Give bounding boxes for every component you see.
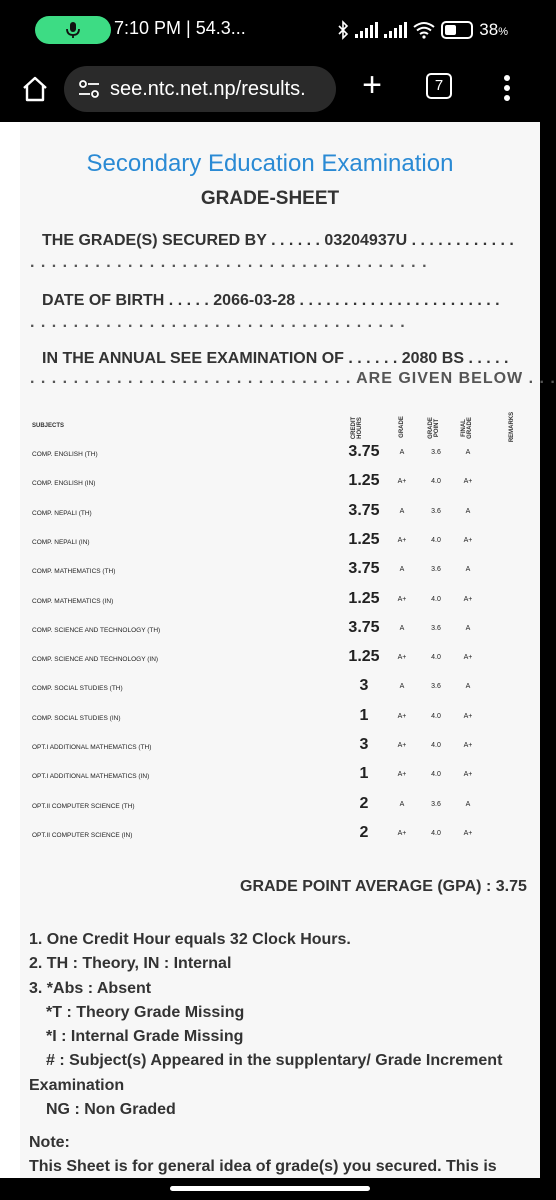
table-row: [20, 588, 540, 617]
table-row: [20, 734, 540, 763]
header-grade-point: GRADE POINT: [428, 417, 440, 439]
site-settings-icon[interactable]: [78, 80, 100, 98]
gpa-label: GRADE POINT AVERAGE (GPA) :: [240, 878, 492, 895]
grade-cell: A: [399, 449, 405, 456]
header-subjects: SUBJECTS: [32, 423, 65, 429]
exam-year: 2080 BS: [401, 350, 464, 367]
grade-point-cell: 3.6: [431, 624, 441, 632]
exam-label: IN THE ANNUAL SEE EXAMINATION OF: [42, 350, 344, 367]
header-remarks: REMARKS: [509, 411, 515, 443]
note-item: 1. One Credit Hour equals 32 Clock Hours.: [29, 931, 351, 948]
grade-cell: A: [399, 624, 405, 632]
final-grade-cell: A+: [463, 478, 473, 486]
grade-point-cell: 3.6: [431, 566, 441, 574]
status-time: 7:10 PM | 54.3...: [114, 18, 246, 38]
subject-cell: COMP. SOCIAL STUDIES (TH): [32, 685, 123, 693]
table-row: [20, 558, 540, 587]
url-text[interactable]: see.ntc.net.np/results.: [110, 78, 306, 100]
credit-hours-cell: 1: [359, 706, 369, 724]
note-item: # : Subject(s) Appeared in the supplentary/ Grade Increment: [46, 1052, 503, 1070]
grade-point-cell: 4.0: [431, 771, 441, 779]
given-below-label: ARE GIVEN BELOW: [356, 370, 524, 387]
grade-cell: A+: [397, 829, 407, 837]
subject-cell: COMP. NEPALI (TH): [32, 509, 92, 517]
grade-point-cell: 3.6: [431, 507, 441, 515]
credit-hours-cell: 3.75: [348, 560, 380, 578]
grade-cell: A+: [397, 595, 407, 603]
table-row: [20, 763, 540, 792]
final-grade-cell: A+: [463, 829, 473, 837]
subject-cell: COMP. SCIENCE AND TECHNOLOGY (TH): [32, 626, 161, 634]
browser-toolbar: [0, 60, 540, 122]
final-grade-cell: A: [465, 683, 471, 691]
grade-sheet: [20, 122, 556, 1178]
subject-cell: COMP. SCIENCE AND TECHNOLOGY (IN): [32, 656, 159, 664]
new-tab-button[interactable]: +: [362, 66, 382, 104]
navigation-bar: [0, 1178, 540, 1200]
final-grade-cell: A: [465, 449, 471, 456]
signal-2-icon: [384, 22, 407, 38]
home-icon[interactable]: [20, 74, 50, 104]
grade-cell: A+: [397, 478, 407, 486]
credit-hours-cell: 1: [359, 765, 369, 783]
header-grade: GRADE: [399, 416, 405, 438]
dotted-line: . . . . . . . . . . . . . . . . . . . . . . . . . . . . . . . . . . .: [30, 314, 406, 331]
gpa-line: [240, 878, 527, 896]
subject-cell: OPT.II COMPUTER SCIENCE (TH): [32, 802, 135, 810]
grade-cell: A+: [397, 771, 407, 779]
grade-point-cell: 3.6: [431, 683, 441, 691]
subject-cell: COMP. SOCIAL STUDIES (IN): [32, 714, 121, 722]
table-row: [20, 441, 540, 470]
battery-icon: [441, 21, 473, 39]
grade-point-cell: 4.0: [431, 595, 441, 603]
grade-cell: A: [399, 507, 405, 515]
secured-by-label: THE GRADE(S) SECURED BY: [42, 232, 267, 249]
mic-indicator[interactable]: [35, 16, 111, 44]
more-menu-icon[interactable]: [497, 72, 517, 104]
final-grade-cell: A: [465, 566, 471, 574]
table-row: [20, 675, 540, 704]
final-grade-cell: A+: [463, 595, 473, 603]
credit-hours-cell: 1.25: [348, 648, 380, 666]
table-row: [20, 822, 540, 851]
subject-cell: OPT.II COMPUTER SCIENCE (IN): [32, 831, 133, 839]
table-row: [20, 617, 540, 646]
symbol-number: 03204937U: [324, 232, 408, 249]
grade-point-cell: 4.0: [431, 712, 441, 720]
gesture-handle[interactable]: [170, 1186, 370, 1191]
credit-hours-cell: 2: [359, 823, 369, 841]
final-grade-cell: A+: [463, 654, 473, 662]
credit-hours-cell: 1.25: [348, 472, 380, 490]
note-item: *I : Internal Grade Missing: [46, 1028, 244, 1046]
bluetooth-icon: [337, 21, 349, 39]
subject-cell: OPT.I ADDITIONAL MATHEMATICS (IN): [32, 773, 150, 781]
credit-hours-cell: 2: [359, 794, 369, 812]
note-text: This Sheet is for general idea of grade(s) you secured. This is: [29, 1158, 497, 1175]
credit-hours-cell: 3.75: [348, 443, 380, 460]
grade-cell: A: [399, 683, 405, 691]
status-bar: [0, 0, 540, 60]
notes-list: [29, 928, 529, 1122]
status-icons: [337, 16, 508, 44]
grade-point-cell: 3.6: [431, 800, 441, 808]
grade-cell: A: [399, 566, 405, 574]
final-grade-cell: A: [465, 624, 471, 632]
note-item: 2. TH : Theory, IN : Internal: [29, 955, 232, 973]
note-label: Note:: [29, 1134, 70, 1151]
grade-cell: A: [399, 800, 405, 808]
final-grade-cell: A+: [463, 712, 473, 720]
note-item: 3. *Abs : Absent: [29, 979, 152, 997]
grade-cell: A+: [397, 536, 407, 544]
subject-cell: COMP. MATHEMATICS (TH): [32, 568, 116, 576]
final-grade-cell: A: [465, 507, 471, 515]
final-grade-cell: A+: [463, 536, 473, 544]
given-below-line: . . . . . . . . . . . . . . . . . . . . . . . . . . . . . . ARE GIVEN BELOW . . .: [30, 370, 556, 387]
note-item: Examination: [29, 1076, 125, 1094]
table-row: [20, 500, 540, 529]
dob-label: DATE OF BIRTH: [42, 292, 165, 309]
dob-line: DATE OF BIRTH . . . . . 2066-03-28 . . . . . . . . . . . . . . . . . . . . . . .: [42, 292, 500, 309]
tab-switcher-button[interactable]: 7: [426, 73, 452, 99]
header-credit-hours: CREDIT HOURS: [351, 416, 363, 440]
table-row: [20, 529, 540, 558]
subject-cell: COMP. NEPALI (IN): [32, 538, 90, 546]
credit-hours-cell: 1.25: [348, 530, 380, 548]
wifi-icon: [413, 21, 435, 39]
exam-line: IN THE ANNUAL SEE EXAMINATION OF . . . . . . 2080 BS . . . . .: [42, 350, 509, 367]
subject-cell: OPT.I ADDITIONAL MATHEMATICS (TH): [32, 744, 152, 751]
grade-point-cell: 4.0: [431, 536, 441, 544]
subject-cell: COMP. MATHEMATICS (IN): [32, 597, 114, 605]
grade-point-cell: 4.0: [431, 829, 441, 837]
grade-cell: A+: [397, 742, 407, 749]
gpa-value: 3.75: [495, 878, 527, 895]
table-row: [20, 793, 540, 822]
credit-hours-cell: 3.75: [348, 618, 380, 636]
note-item: NG : Non Graded: [46, 1101, 176, 1119]
credit-hours-cell: 3: [359, 677, 369, 695]
header-final-grade: FINAL GRADE: [461, 417, 473, 439]
dob-value: 2066-03-28: [213, 292, 296, 309]
web-page: [0, 122, 556, 1178]
credit-hours-cell: 3.75: [348, 501, 380, 519]
grade-point-cell: 4.0: [431, 654, 441, 662]
microphone-icon: [65, 21, 81, 39]
dotted-line: . . . . . . . . . . . . . . . . . . . . . . . . . . . . . . . . . . . . .: [30, 254, 428, 271]
note-item: *T : Theory Grade Missing: [46, 1003, 245, 1021]
final-grade-cell: A+: [463, 771, 473, 779]
grade-point-cell: 4.0: [431, 478, 441, 486]
table-row: [20, 705, 540, 734]
grade-cell: A+: [397, 712, 407, 720]
credit-hours-cell: 3: [359, 736, 369, 753]
credit-hours-cell: 1.25: [348, 589, 380, 607]
subject-cell: COMP. ENGLISH (TH): [32, 451, 98, 458]
table-row: [20, 646, 540, 675]
final-grade-cell: A: [465, 800, 471, 808]
final-grade-cell: A+: [463, 742, 473, 749]
page-subtitle: GRADE-SHEET: [200, 188, 340, 209]
address-bar[interactable]: [64, 66, 336, 112]
battery-level: 38%: [479, 20, 508, 39]
grade-cell: A+: [397, 654, 407, 662]
grade-point-cell: 3.6: [431, 449, 441, 456]
secured-by-line: THE GRADE(S) SECURED BY . . . . . . 03204937U . . . . . . . . . . . .: [42, 232, 514, 249]
page-title: Secondary Education Examination: [86, 150, 454, 177]
grade-point-cell: 4.0: [431, 742, 441, 749]
subject-cell: COMP. ENGLISH (IN): [32, 480, 96, 488]
signal-icon: [355, 22, 378, 38]
table-row: [20, 470, 540, 499]
